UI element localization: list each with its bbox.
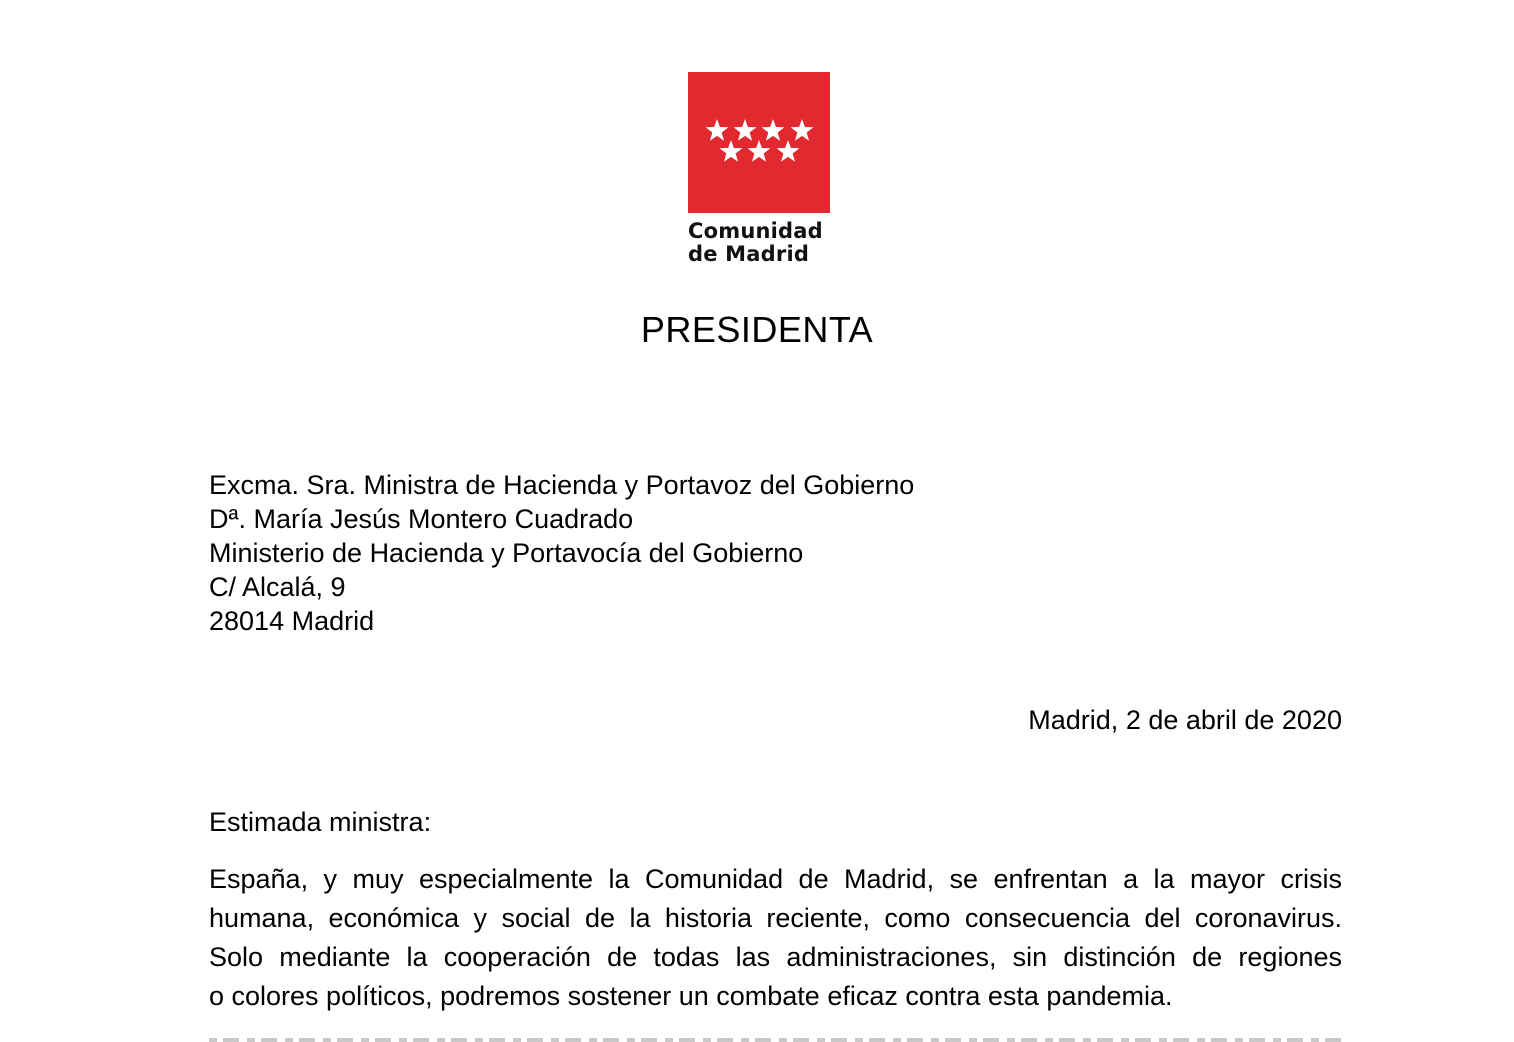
recipient-city: 28014 Madrid bbox=[209, 606, 375, 636]
body-line: humana, económica y social de la historia reciente, como consecuencia del coronavirus. bbox=[209, 903, 1342, 933]
cropped-text-fragment bbox=[209, 1038, 1342, 1042]
logo-stars-icon bbox=[688, 72, 830, 213]
letter-date: Madrid, 2 de abril de 2020 bbox=[1028, 705, 1342, 735]
salutation: Estimada ministra: bbox=[209, 807, 432, 837]
body-line: Solo mediante la cooperación de todas las administraciones, sin distinción de regiones bbox=[209, 942, 1342, 972]
logo-wordmark bbox=[688, 220, 830, 266]
logo-red-square bbox=[688, 72, 830, 213]
logo-text-line-1: Comunidad bbox=[688, 219, 823, 243]
body-line: o colores políticos, podremos sostener un combate eficaz contra esta pandemia. bbox=[209, 981, 1173, 1011]
recipient-ministry: Ministerio de Hacienda y Portavocía del Gobierno bbox=[209, 538, 804, 568]
star-icon bbox=[748, 140, 771, 162]
office-title: PRESIDENTA bbox=[640, 309, 874, 350]
body-line: España, y muy especialmente la Comunidad de Madrid, se enfrentan a la mayor crisis bbox=[209, 864, 1342, 894]
recipient-address-block bbox=[209, 468, 914, 638]
star-icon bbox=[706, 119, 729, 141]
star-icon bbox=[720, 140, 743, 162]
cropped-next-paragraph bbox=[209, 1028, 1342, 1042]
recipient-title: Excma. Sra. Ministra de Hacienda y Portavoz del Gobierno bbox=[209, 470, 915, 500]
logo-text-line-2: de Madrid bbox=[688, 242, 810, 266]
recipient-street: C/ Alcalá, 9 bbox=[209, 572, 346, 602]
letter-body-paragraph-1 bbox=[209, 860, 1342, 1016]
star-icon bbox=[762, 119, 785, 141]
star-icon bbox=[734, 119, 757, 141]
star-icon bbox=[777, 140, 800, 162]
star-icon bbox=[791, 119, 814, 141]
comunidad-de-madrid-logo bbox=[688, 72, 830, 266]
recipient-name: Dª. María Jesús Montero Cuadrado bbox=[209, 504, 634, 534]
